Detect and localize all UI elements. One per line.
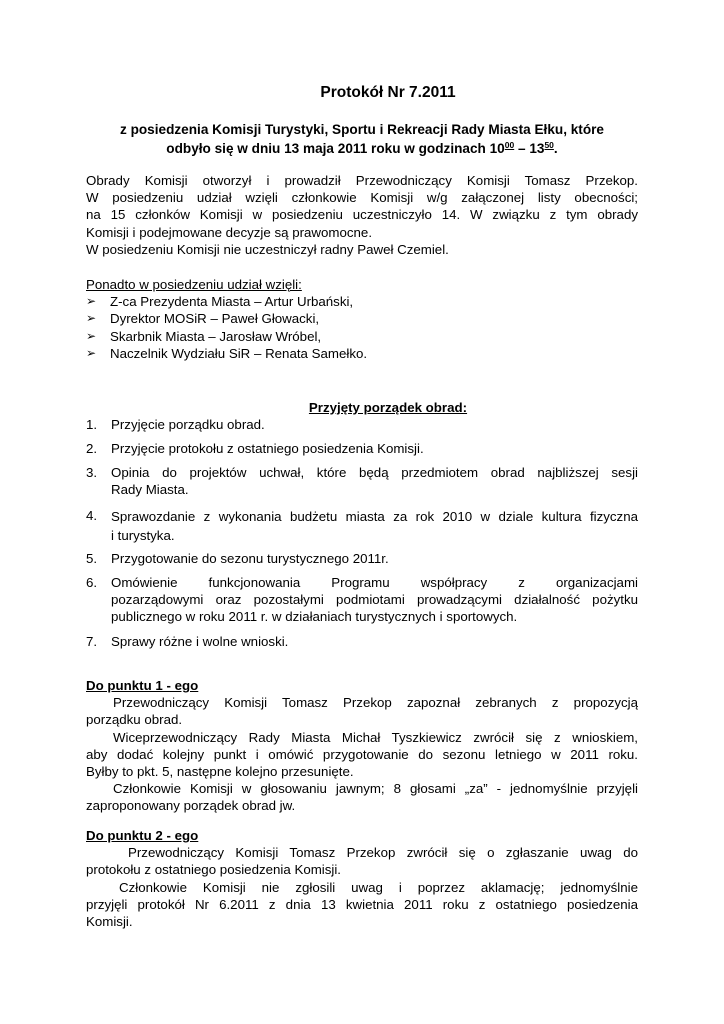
intro-line: Komisji i podejmowane decyzje są prawomocne. [86,224,373,240]
point-1-section: Do punktu 1 - ego Przewodniczący Komisji Tomasz Przekop zapoznał zebranych z propozycją porządku obrad. Wiceprzewodniczący Rady Miasta Michał Tyszkiewicz zwrócił się z wnioskiem, aby dodać kolejny punkt i omówić przygotowanie do sezonu letniego w 2011 roku. Byłby to pkt. 5, następne kolejno przesunięte. Członkowie Komisji w głosowaniu jawnym; 8 głosami „za” - jednomyślnie przyjęli zaproponowany porządek obrad jw. [86,678,638,814]
subtitle-dash: – 13 [514,140,545,156]
agenda-item: 2. Przyjęcie protokołu z ostatniego posiedzenia Komisji. [86,441,424,456]
list-item: ➢ Z-ca Prezydenta Miasta – Artur Urbański, [86,294,354,310]
agenda-heading: Przyjęty porządek obrad: [308,400,468,415]
start-minutes: 00 [504,139,515,150]
agenda-item: 6. Omówienie funkcjonowania Programu współpracy z organizacjami pozarządowymi oraz pozostałymi podmiotami prowadzącymi działalność pożytku publicznego w roku 2011 r. w działaniach turystycznych i sportowych. [86,575,638,625]
list-item: ➢ Dyrektor MOSiR – Paweł Głowacki, [86,311,320,327]
subtitle-time-text: odbyło się w dniu 13 maja 2011 roku w godzinach 10 [166,140,505,156]
agenda-item: 5. Przygotowanie do sezonu turystycznego 2011r. [86,551,389,566]
intro-line: na 15 członków Komisji w posiedzeniu uczestniczyło 14. W związku z tym obrady [86,207,638,223]
agenda-item: 1. Przyjęcie porządku obrad. [86,417,265,432]
agenda-item: 7. Sprawy różne i wolne wnioski. [86,634,289,649]
agenda-item: 4. Sprawozdanie z wykonania budżetu miasta za rok 2010 w dziale kultura fizyczna i turystyka. [86,508,638,543]
arrow-bullet-icon: ➢ [86,345,97,360]
attendees-heading: Ponadto w posiedzeniu udział wzięli: [86,277,302,292]
intro-line: W posiedzeniu udział wzięli członkowie Komisji w/g załączonej listy obecności; [86,190,638,206]
arrow-bullet-icon: ➢ [86,328,97,343]
arrow-bullet-icon: ➢ [86,311,97,326]
intro-paragraph [86,172,638,258]
list-item: ➢ Skarbnik Miasta – Jarosław Wróbel, [86,328,322,344]
subtitle-line-1: z posiedzenia Komisji Turystyki, Sportu i Rekreacji Rady Miasta Ełku, które [120,122,604,137]
subtitle-end: . [553,140,558,156]
subtitle-line-2 [86,140,638,159]
arrow-bullet-icon: ➢ [86,294,97,309]
intro-line: Obrady Komisji otworzył i prowadził Przewodniczący Komisji Tomasz Przekop. [86,173,638,188]
attendees-list [86,293,638,362]
point-2-heading: Do punktu 2 - ego [86,828,199,843]
intro-line: W posiedzeniu Komisji nie uczestniczył radny Paweł Czemiel. [86,241,449,257]
list-item: ➢ Naczelnik Wydziału SiR – Renata Samełko. [86,345,368,361]
point-2-section: Do punktu 2 - ego Przewodniczący Komisji Tomasz Przekop zwrócił się o zgłaszanie uwag do protokołu z ostatniego posiedzenia Komisji. Członkowie Komisji nie zgłosili uwag i poprzez aklamację; jednomyślnie przyjęli protokół Nr 6.2011 z dnia 13 kwietnia 2011 roku z ostatniego posiedzenia Komisji. [86,828,638,930]
end-minutes: 50 [544,139,554,150]
attendees-section [86,276,638,362]
agenda-item: 3. Opinia do projektów uchwał, które będą przedmiotem obrad najbliższej sesji Rady Miasta. [86,465,638,498]
document-title: Protokół Nr 7.2011 [320,84,456,101]
point-1-heading: Do punktu 1 - ego [86,678,199,693]
document-subtitle [86,121,638,158]
